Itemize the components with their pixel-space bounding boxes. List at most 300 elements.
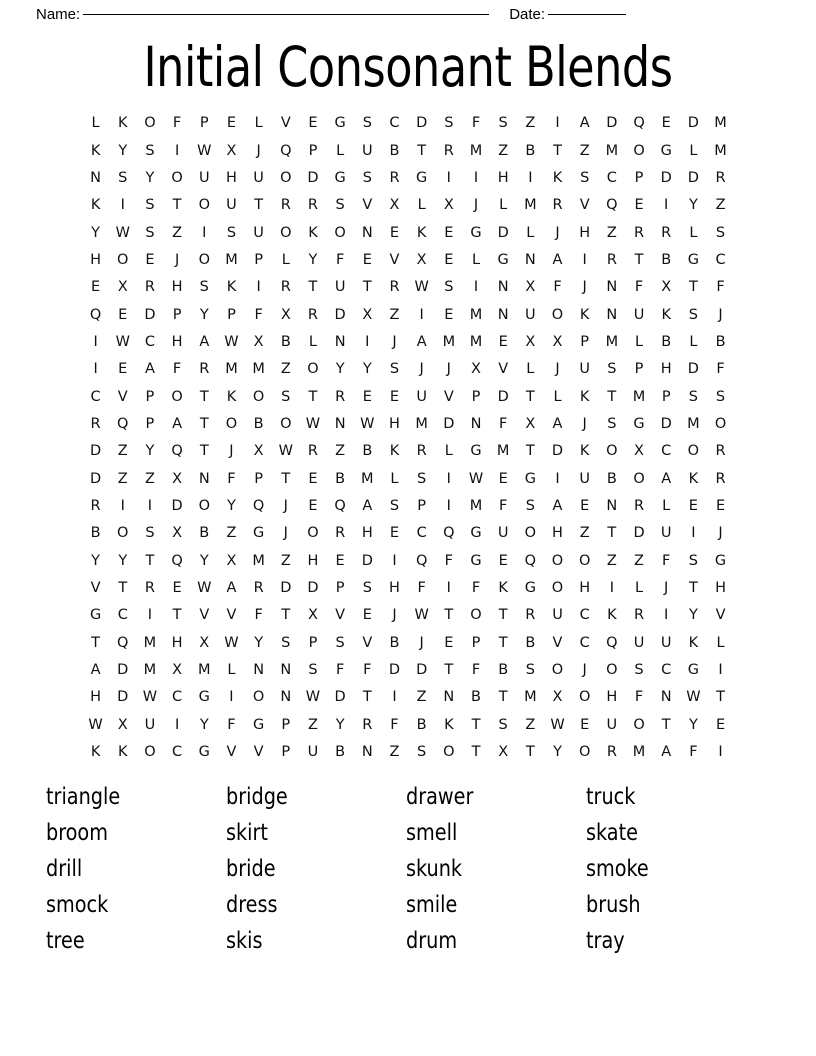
grid-cell[interactable]: Q: [334, 497, 346, 514]
grid-cell[interactable]: M: [225, 251, 238, 268]
grid-cell[interactable]: J: [256, 142, 261, 159]
grid-cell[interactable]: G: [497, 251, 509, 268]
grid-cell[interactable]: G: [198, 744, 210, 761]
grid-cell[interactable]: F: [172, 115, 182, 132]
grid-cell[interactable]: L: [553, 388, 562, 405]
grid-cell[interactable]: E: [498, 552, 508, 569]
grid-cell[interactable]: I: [582, 251, 587, 268]
grid-cell[interactable]: K: [552, 169, 563, 186]
grid-cell[interactable]: B: [661, 333, 672, 350]
grid-cell[interactable]: K: [579, 388, 590, 405]
grid-cell[interactable]: L: [254, 115, 263, 132]
grid-cell[interactable]: L: [281, 251, 290, 268]
grid-cell[interactable]: N: [280, 689, 292, 706]
grid-cell[interactable]: T: [199, 388, 209, 405]
grid-cell[interactable]: R: [199, 361, 210, 378]
grid-cell[interactable]: O: [633, 142, 645, 159]
grid-cell[interactable]: Y: [254, 634, 264, 651]
grid-cell[interactable]: S: [281, 388, 291, 405]
grid-cell[interactable]: O: [606, 443, 618, 460]
grid-cell[interactable]: E: [389, 525, 400, 542]
grid-cell[interactable]: R: [144, 279, 155, 296]
grid-cell[interactable]: F: [498, 497, 508, 514]
grid-cell[interactable]: R: [715, 470, 726, 487]
grid-cell[interactable]: V: [199, 607, 210, 624]
grid-cell[interactable]: G: [714, 552, 727, 569]
grid-cell[interactable]: O: [280, 415, 292, 432]
grid-cell[interactable]: P: [172, 306, 182, 323]
grid-cell[interactable]: Z: [634, 552, 644, 569]
grid-cell[interactable]: E: [362, 607, 372, 624]
grid-cell[interactable]: T: [716, 689, 725, 706]
grid-cell[interactable]: U: [307, 744, 319, 761]
grid-cell[interactable]: Z: [579, 525, 590, 542]
grid-cell[interactable]: B: [90, 525, 101, 542]
grid-cell[interactable]: K: [661, 306, 671, 323]
grid-cell[interactable]: G: [470, 552, 482, 569]
grid-cell[interactable]: B: [525, 142, 536, 159]
grid-cell[interactable]: L: [526, 224, 535, 241]
grid-cell[interactable]: Z: [715, 197, 726, 214]
grid-cell[interactable]: O: [307, 361, 319, 378]
grid-cell[interactable]: I: [664, 607, 669, 624]
grid-cell[interactable]: M: [469, 333, 483, 350]
grid-cell[interactable]: R: [552, 197, 563, 214]
grid-cell[interactable]: T: [118, 580, 128, 597]
grid-cell[interactable]: E: [498, 333, 508, 350]
grid-cell[interactable]: G: [252, 525, 265, 542]
grid-cell[interactable]: B: [471, 689, 481, 706]
grid-cell[interactable]: B: [389, 142, 400, 159]
grid-cell[interactable]: M: [524, 197, 537, 214]
grid-cell[interactable]: F: [227, 470, 236, 487]
grid-cell[interactable]: L: [499, 197, 508, 214]
grid-cell[interactable]: N: [280, 662, 292, 679]
grid-cell[interactable]: T: [688, 580, 698, 597]
grid-cell[interactable]: T: [471, 744, 481, 761]
grid-cell[interactable]: I: [419, 306, 424, 323]
grid-cell[interactable]: O: [117, 251, 129, 268]
grid-cell[interactable]: A: [552, 497, 563, 514]
grid-cell[interactable]: V: [443, 388, 454, 405]
grid-cell[interactable]: M: [605, 142, 619, 159]
grid-cell[interactable]: O: [606, 662, 618, 679]
grid-cell[interactable]: S: [335, 197, 345, 214]
grid-cell[interactable]: T: [199, 415, 209, 432]
grid-cell[interactable]: X: [253, 443, 264, 460]
grid-cell[interactable]: R: [307, 197, 318, 214]
grid-cell[interactable]: O: [144, 115, 156, 132]
grid-cell[interactable]: Y: [688, 716, 698, 733]
word-list-item[interactable]: truck: [586, 784, 636, 810]
grid-cell[interactable]: G: [416, 169, 428, 186]
grid-cell[interactable]: M: [469, 142, 483, 159]
grid-cell[interactable]: M: [361, 470, 374, 487]
grid-cell[interactable]: E: [444, 224, 454, 241]
grid-cell[interactable]: C: [416, 525, 427, 542]
grid-cell[interactable]: I: [174, 716, 180, 733]
grid-cell[interactable]: T: [362, 689, 372, 706]
grid-cell[interactable]: O: [551, 306, 564, 323]
grid-cell[interactable]: E: [226, 115, 237, 132]
grid-cell[interactable]: Y: [335, 716, 345, 733]
grid-cell[interactable]: U: [334, 279, 346, 296]
grid-cell[interactable]: T: [525, 388, 535, 405]
grid-cell[interactable]: Y: [199, 552, 209, 569]
grid-cell[interactable]: N: [606, 497, 618, 514]
grid-cell[interactable]: X: [525, 279, 536, 296]
grid-cell[interactable]: D: [307, 580, 319, 597]
grid-cell[interactable]: L: [689, 224, 698, 241]
grid-cell[interactable]: L: [634, 333, 644, 350]
grid-cell[interactable]: Q: [606, 634, 618, 651]
grid-cell[interactable]: F: [662, 552, 671, 569]
grid-cell[interactable]: N: [443, 689, 455, 706]
grid-cell[interactable]: R: [307, 443, 318, 460]
grid-cell[interactable]: J: [446, 361, 451, 378]
grid-cell[interactable]: S: [145, 224, 155, 241]
grid-cell[interactable]: N: [524, 251, 536, 268]
grid-cell[interactable]: I: [120, 497, 125, 514]
word-list-item[interactable]: skunk: [406, 856, 463, 882]
grid-cell[interactable]: D: [117, 662, 129, 679]
grid-cell[interactable]: K: [607, 607, 617, 624]
grid-cell[interactable]: X: [199, 634, 210, 651]
grid-cell[interactable]: L: [308, 333, 317, 350]
word-list-item[interactable]: bridge: [226, 784, 288, 810]
grid-cell[interactable]: G: [89, 607, 102, 624]
grid-cell[interactable]: Y: [308, 251, 318, 268]
grid-cell[interactable]: R: [661, 224, 672, 241]
grid-cell[interactable]: G: [198, 689, 210, 706]
grid-cell[interactable]: V: [280, 115, 291, 132]
grid-cell[interactable]: P: [254, 470, 263, 487]
grid-cell[interactable]: Q: [252, 497, 265, 514]
grid-cell[interactable]: H: [552, 525, 563, 542]
grid-cell[interactable]: E: [444, 306, 454, 323]
grid-cell[interactable]: S: [308, 662, 318, 679]
grid-cell[interactable]: F: [553, 279, 562, 296]
grid-cell[interactable]: O: [117, 525, 129, 542]
grid-cell[interactable]: I: [365, 333, 370, 350]
grid-cell[interactable]: S: [715, 224, 726, 241]
grid-cell[interactable]: O: [551, 580, 564, 597]
grid-cell[interactable]: K: [579, 443, 590, 460]
grid-cell[interactable]: U: [497, 525, 509, 542]
grid-cell[interactable]: L: [336, 142, 345, 159]
grid-cell[interactable]: K: [90, 744, 101, 761]
grid-cell[interactable]: E: [634, 197, 644, 214]
grid-cell[interactable]: G: [524, 580, 536, 597]
grid-cell[interactable]: D: [334, 689, 346, 706]
grid-cell[interactable]: F: [227, 716, 236, 733]
grid-cell[interactable]: I: [174, 142, 180, 159]
grid-cell[interactable]: J: [718, 525, 723, 542]
grid-cell[interactable]: F: [716, 279, 725, 296]
grid-cell[interactable]: G: [334, 169, 346, 186]
grid-cell[interactable]: K: [444, 716, 454, 733]
grid-cell[interactable]: M: [442, 333, 456, 350]
grid-cell[interactable]: S: [688, 388, 698, 405]
grid-cell[interactable]: Q: [606, 197, 618, 214]
grid-cell[interactable]: Y: [145, 169, 155, 186]
grid-cell[interactable]: V: [226, 607, 237, 624]
grid-cell[interactable]: P: [227, 306, 236, 323]
grid-cell[interactable]: T: [444, 662, 454, 679]
grid-cell[interactable]: S: [118, 169, 128, 186]
grid-cell[interactable]: M: [632, 388, 646, 405]
grid-cell[interactable]: U: [552, 607, 563, 624]
grid-cell[interactable]: H: [90, 689, 102, 706]
grid-cell[interactable]: S: [389, 361, 400, 378]
grid-cell[interactable]: D: [687, 169, 699, 186]
grid-cell[interactable]: D: [388, 662, 401, 679]
grid-cell[interactable]: M: [225, 361, 238, 378]
grid-cell[interactable]: K: [688, 470, 699, 487]
grid-cell[interactable]: M: [632, 744, 646, 761]
grid-cell[interactable]: B: [335, 744, 346, 761]
grid-cell[interactable]: H: [715, 580, 726, 597]
grid-cell[interactable]: E: [145, 251, 155, 268]
grid-cell[interactable]: A: [172, 415, 183, 432]
grid-cell[interactable]: A: [579, 115, 590, 132]
grid-cell[interactable]: H: [171, 279, 183, 296]
grid-cell[interactable]: Z: [280, 552, 291, 569]
grid-cell[interactable]: V: [579, 197, 590, 214]
grid-cell[interactable]: D: [687, 115, 699, 132]
grid-cell[interactable]: C: [172, 744, 183, 761]
grid-cell[interactable]: O: [252, 689, 265, 706]
grid-cell[interactable]: R: [715, 169, 726, 186]
grid-cell[interactable]: R: [90, 415, 101, 432]
grid-cell[interactable]: I: [446, 497, 451, 514]
grid-cell[interactable]: G: [470, 224, 482, 241]
grid-cell[interactable]: C: [606, 169, 617, 186]
grid-cell[interactable]: C: [172, 689, 183, 706]
grid-cell[interactable]: J: [473, 197, 479, 214]
grid-cell[interactable]: F: [634, 689, 644, 706]
grid-cell[interactable]: R: [389, 169, 400, 186]
grid-cell[interactable]: L: [716, 634, 725, 651]
grid-cell[interactable]: D: [497, 224, 509, 241]
word-list-item[interactable]: triangle: [46, 784, 121, 810]
grid-cell[interactable]: E: [308, 497, 318, 514]
grid-cell[interactable]: P: [634, 361, 644, 378]
grid-cell[interactable]: M: [415, 415, 428, 432]
grid-cell[interactable]: B: [416, 716, 427, 733]
grid-cell[interactable]: E: [362, 388, 372, 405]
grid-cell[interactable]: O: [578, 552, 591, 569]
grid-cell[interactable]: J: [582, 415, 587, 432]
grid-cell[interactable]: E: [444, 634, 454, 651]
grid-cell[interactable]: T: [498, 634, 508, 651]
grid-cell[interactable]: Z: [117, 443, 128, 460]
grid-cell[interactable]: P: [634, 169, 644, 186]
grid-cell[interactable]: H: [579, 580, 591, 597]
grid-cell[interactable]: Y: [91, 224, 101, 241]
grid-cell[interactable]: D: [660, 169, 672, 186]
grid-cell[interactable]: T: [145, 552, 155, 569]
grid-cell[interactable]: P: [308, 634, 318, 651]
grid-cell[interactable]: O: [470, 607, 482, 624]
grid-cell[interactable]: A: [552, 251, 563, 268]
grid-cell[interactable]: Z: [579, 142, 590, 159]
grid-cell[interactable]: G: [470, 525, 482, 542]
grid-cell[interactable]: Z: [307, 716, 318, 733]
word-list-item[interactable]: tree: [46, 928, 85, 954]
grid-cell[interactable]: T: [634, 251, 644, 268]
grid-cell[interactable]: X: [389, 197, 400, 214]
grid-cell[interactable]: Y: [227, 497, 236, 514]
grid-cell[interactable]: H: [171, 634, 183, 651]
grid-cell[interactable]: H: [606, 689, 618, 706]
grid-cell[interactable]: K: [90, 197, 101, 214]
grid-cell[interactable]: O: [307, 525, 319, 542]
grid-cell[interactable]: K: [416, 224, 427, 241]
grid-cell[interactable]: N: [334, 333, 346, 350]
grid-cell[interactable]: U: [416, 388, 427, 405]
grid-cell[interactable]: U: [361, 142, 373, 159]
grid-cell[interactable]: Y: [118, 552, 128, 569]
grid-cell[interactable]: D: [90, 470, 102, 487]
grid-cell[interactable]: O: [633, 470, 645, 487]
grid-cell[interactable]: R: [633, 497, 645, 514]
grid-cell[interactable]: B: [498, 662, 509, 679]
grid-cell[interactable]: Z: [416, 689, 427, 706]
grid-cell[interactable]: M: [524, 689, 537, 706]
grid-cell[interactable]: M: [496, 443, 510, 460]
grid-cell[interactable]: A: [362, 497, 373, 514]
grid-cell[interactable]: H: [579, 224, 591, 241]
grid-cell[interactable]: D: [144, 306, 156, 323]
grid-cell[interactable]: X: [226, 142, 237, 159]
grid-cell[interactable]: M: [605, 333, 619, 350]
word-list-item[interactable]: broom: [46, 820, 108, 846]
grid-cell[interactable]: V: [362, 634, 373, 651]
grid-cell[interactable]: F: [471, 662, 481, 679]
grid-cell[interactable]: C: [579, 634, 590, 651]
grid-cell[interactable]: F: [254, 607, 263, 624]
grid-cell[interactable]: Z: [389, 306, 400, 323]
grid-cell[interactable]: M: [143, 662, 157, 679]
grid-cell[interactable]: N: [497, 306, 509, 323]
grid-cell[interactable]: E: [308, 470, 318, 487]
grid-cell[interactable]: J: [555, 361, 560, 378]
grid-cell[interactable]: O: [714, 415, 727, 432]
grid-cell[interactable]: E: [498, 470, 508, 487]
grid-cell[interactable]: R: [335, 525, 346, 542]
grid-cell[interactable]: C: [661, 443, 672, 460]
grid-cell[interactable]: U: [198, 169, 210, 186]
grid-cell[interactable]: T: [498, 607, 508, 624]
grid-cell[interactable]: X: [117, 716, 128, 733]
grid-cell[interactable]: Q: [524, 552, 537, 569]
word-list-item[interactable]: brush: [586, 892, 641, 918]
grid-cell[interactable]: E: [172, 580, 182, 597]
grid-cell[interactable]: Y: [118, 142, 128, 159]
grid-cell[interactable]: Y: [553, 744, 562, 761]
grid-cell[interactable]: B: [715, 333, 726, 350]
grid-cell[interactable]: S: [525, 662, 535, 679]
grid-cell[interactable]: Z: [606, 224, 617, 241]
grid-cell[interactable]: S: [525, 497, 535, 514]
grid-cell[interactable]: C: [90, 388, 101, 405]
grid-cell[interactable]: D: [687, 361, 699, 378]
grid-cell[interactable]: B: [335, 470, 346, 487]
grid-cell[interactable]: X: [416, 251, 427, 268]
grid-cell[interactable]: Q: [415, 552, 428, 569]
grid-cell[interactable]: F: [172, 361, 182, 378]
grid-cell[interactable]: X: [362, 306, 373, 323]
grid-cell[interactable]: X: [552, 689, 563, 706]
grid-cell[interactable]: N: [253, 662, 265, 679]
grid-cell[interactable]: T: [661, 716, 671, 733]
grid-cell[interactable]: J: [664, 580, 669, 597]
grid-cell[interactable]: E: [362, 251, 372, 268]
grid-cell[interactable]: U: [525, 306, 536, 323]
grid-cell[interactable]: O: [280, 224, 292, 241]
grid-cell[interactable]: D: [307, 169, 319, 186]
grid-cell[interactable]: X: [525, 415, 536, 432]
word-list-item[interactable]: smile: [406, 892, 458, 918]
grid-cell[interactable]: J: [582, 279, 587, 296]
grid-cell[interactable]: Z: [144, 470, 155, 487]
grid-cell[interactable]: N: [470, 415, 482, 432]
grid-cell[interactable]: S: [688, 552, 698, 569]
grid-cell[interactable]: W: [88, 716, 103, 733]
grid-cell[interactable]: Y: [145, 443, 155, 460]
grid-cell[interactable]: A: [144, 361, 155, 378]
grid-cell[interactable]: T: [471, 716, 481, 733]
grid-cell[interactable]: K: [90, 142, 101, 159]
grid-cell[interactable]: O: [198, 251, 210, 268]
grid-cell[interactable]: S: [444, 279, 454, 296]
grid-cell[interactable]: Q: [280, 142, 292, 159]
grid-cell[interactable]: M: [687, 415, 700, 432]
grid-cell[interactable]: Q: [117, 634, 129, 651]
grid-cell[interactable]: X: [172, 662, 183, 679]
grid-cell[interactable]: P: [580, 333, 590, 350]
grid-cell[interactable]: C: [661, 662, 672, 679]
grid-cell[interactable]: L: [444, 443, 453, 460]
grid-cell[interactable]: H: [389, 415, 400, 432]
grid-cell[interactable]: A: [661, 744, 672, 761]
grid-cell[interactable]: P: [417, 497, 427, 514]
grid-cell[interactable]: B: [606, 470, 617, 487]
grid-cell[interactable]: U: [606, 716, 618, 733]
grid-cell[interactable]: S: [417, 470, 427, 487]
grid-cell[interactable]: I: [392, 689, 397, 706]
grid-cell[interactable]: S: [389, 497, 400, 514]
grid-cell[interactable]: J: [582, 662, 587, 679]
grid-cell[interactable]: T: [607, 525, 617, 542]
grid-cell[interactable]: L: [91, 115, 100, 132]
date-write-in-line[interactable]: [548, 13, 626, 15]
grid-cell[interactable]: T: [308, 279, 318, 296]
grid-cell[interactable]: W: [115, 224, 130, 241]
grid-cell[interactable]: W: [468, 470, 484, 487]
grid-cell[interactable]: O: [524, 525, 537, 542]
grid-cell[interactable]: G: [660, 142, 672, 159]
word-list-item[interactable]: skirt: [226, 820, 268, 846]
grid-cell[interactable]: W: [278, 443, 293, 460]
grid-cell[interactable]: F: [335, 662, 345, 679]
grid-cell[interactable]: W: [197, 580, 212, 597]
grid-cell[interactable]: E: [661, 115, 671, 132]
grid-cell[interactable]: I: [555, 115, 560, 132]
grid-cell[interactable]: T: [525, 443, 535, 460]
grid-cell[interactable]: B: [362, 443, 373, 460]
